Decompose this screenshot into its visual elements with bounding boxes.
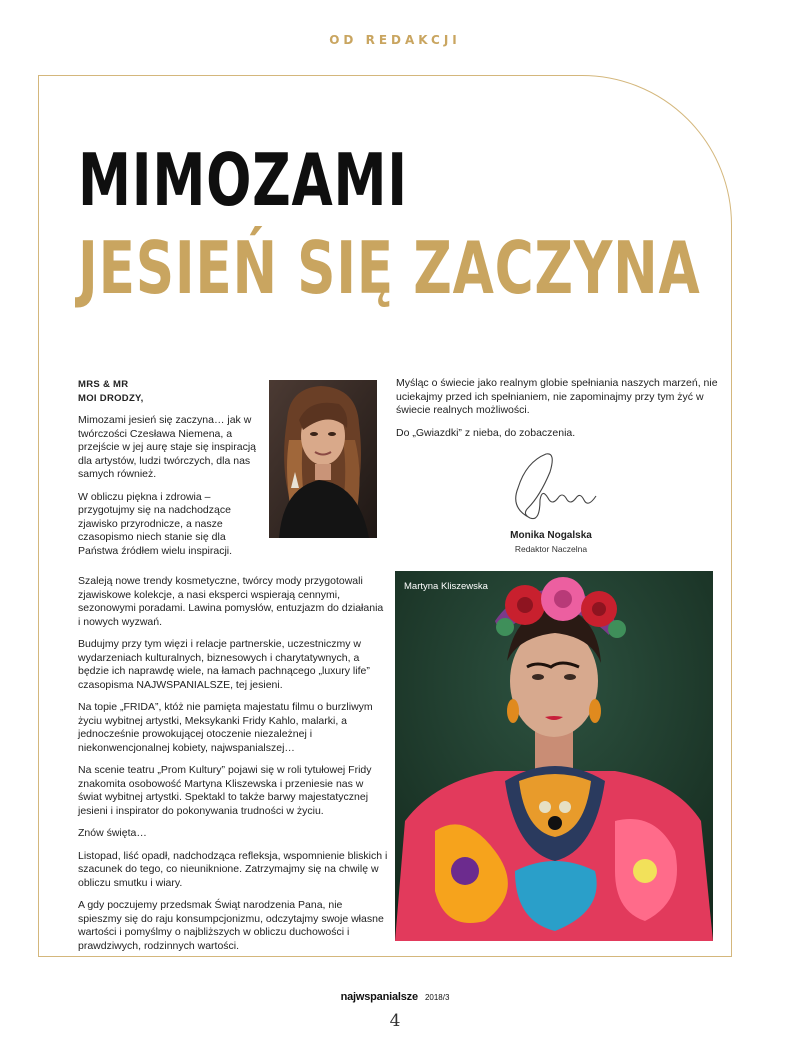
section-label: OD REDAKCJI xyxy=(329,33,461,47)
paragraph: Mimozami jesień się zaczyna… jak w twórczości Czesława Niemena, a przejście w jej aurę staje się inspiracją dla artystów, ludzi twórczych, dla nas samych również. xyxy=(78,414,256,480)
issue-number: 2018/3 xyxy=(424,993,450,1002)
photo-caption: Martyna Kliszewska xyxy=(404,581,488,592)
greeting xyxy=(78,378,258,405)
handwritten-signature xyxy=(500,448,610,526)
signature-name: Monika Nogalska xyxy=(510,530,592,541)
paragraph: Znów święta… xyxy=(78,827,147,839)
headline-line-1: MIMOZAMI xyxy=(78,138,408,222)
right-column-text xyxy=(396,377,726,449)
paragraph: Na scenie teatru „Prom Kultury” pojawi się w roli tytułowej Fridy znakomita osobowość Martyna Kliszewska i przeniesie nas w świat wybitnej artystki. Spektakl to także barwy majestatycznej jesieni i inspirator do pokonywania trudności w życiu. xyxy=(78,764,372,817)
signature-role: Redaktor Naczelna xyxy=(514,544,588,554)
paragraph: A gdy poczujemy przedsmak Świąt narodzenia Pana, nie spieszmy się do raju konsumpcjonizmu, odczytajmy swoje własne wartości i pomyślmy o najbliższych w obliczu duchowości i prawdziwych, rodzinnych wartości. xyxy=(78,899,384,952)
frida-photo-image xyxy=(395,571,713,941)
paragraph: Myśląc o świecie jako realnym globie spełniania naszych marzeń, nie uciekajmy przed ich spełnianiem, nie zapominajmy przy tym żyć w świecie realnych możliwości. xyxy=(396,377,718,416)
editor-portrait-image xyxy=(269,380,377,538)
brand-name: najwspanialsze xyxy=(340,991,418,1003)
portrait-illustration xyxy=(269,380,377,538)
page-number: 4 xyxy=(389,1011,401,1031)
paragraph: Budujmy przy tym więzi i relacje partnerskie, uczestniczmy w wydarzeniach kulturalnych, biznesowych i charytatywnych, a będzie ich naprawdę wiele, na łamach pachnącego „luxury life” czasopisma NAJWSPANIALSZE, tej jesieni. xyxy=(78,638,370,691)
paragraph: W obliczu piękna i zdrowia – przygotujmy się na nadchodzące zjawisko przyrodnicze, a nasze czasopismo niech stanie się dla Państwa źródłem wielu inspiracji. xyxy=(78,490,233,557)
paragraph: Do „Gwiazdki” z nieba, do zobaczenia. xyxy=(396,426,576,439)
paragraph: Na topie „FRIDA”, któż nie pamięta majestatu filmu o burzliwym życiu wybitnej artystki, Meksykanki Fridy Kahlo, malarki, a jednocześnie prowokującej otoczenie niezależnej i niekonwencjonalnej kobiety, najwspanialszej… xyxy=(78,701,373,754)
greeting-line-2: MOI DRODZY, xyxy=(78,392,144,404)
footer-brand xyxy=(0,991,790,1003)
headline-line-2: JESIEŃ SIĘ ZACZYNA xyxy=(78,226,701,310)
left-column-top xyxy=(78,378,258,567)
paragraph: Szaleją nowe trendy kosmetyczne, twórcy mody przygotowali zjawiskowe kolekcje, a nasi eksperci wspierają cennymi, sezonowymi poradami. Lawina pomysłów, entuzjazm do działania i nowych wyzwań. xyxy=(78,575,384,628)
photo-illustration xyxy=(395,571,713,941)
paragraph: Listopad, liść opadł, nadchodząca refleksja, wspomnienie bliskich i szacunek do tego, co nieuniknione. Zatrzymajmy się na chwilę w obliczu smutku i wiary. xyxy=(78,849,388,889)
greeting-line-1: MRS & MR xyxy=(78,379,129,390)
left-column-main xyxy=(78,575,388,962)
